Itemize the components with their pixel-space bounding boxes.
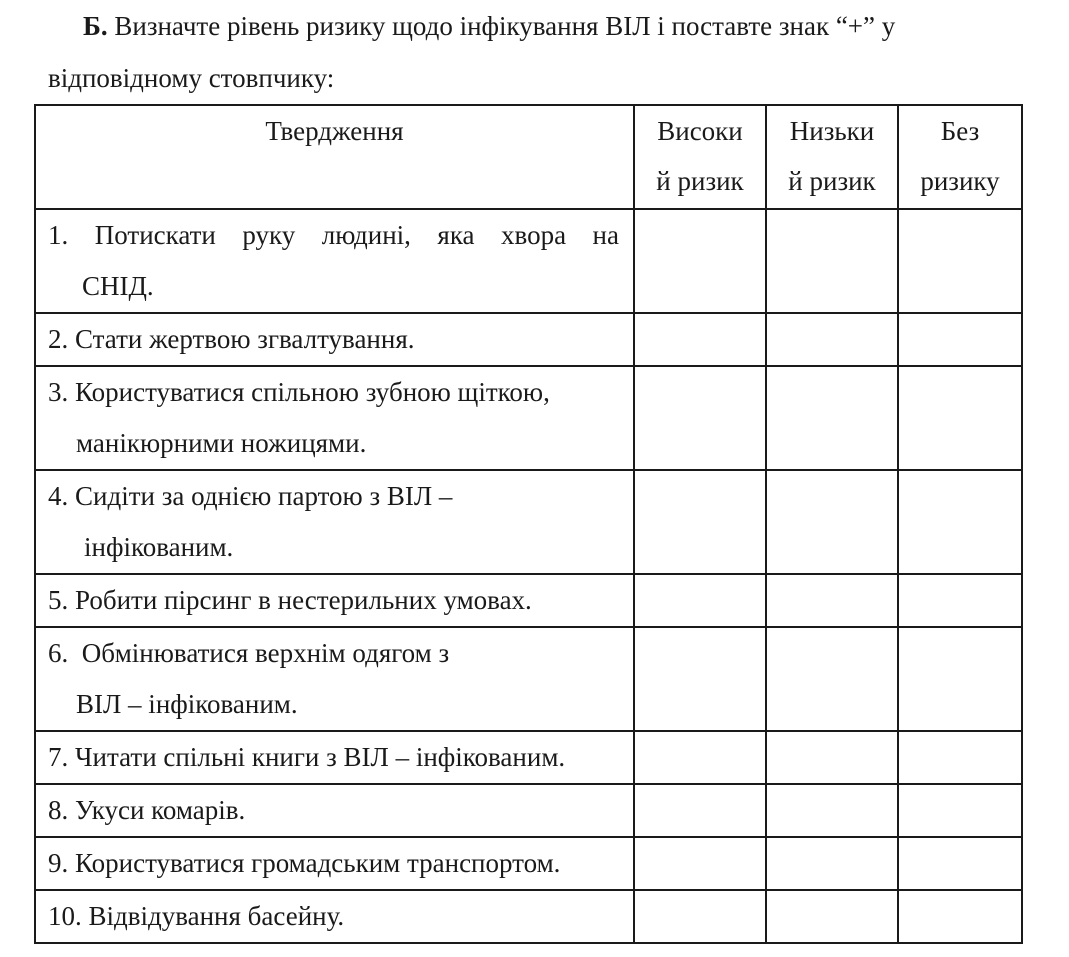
low-risk-cell[interactable] (766, 627, 898, 731)
header-low-risk-line2: й ризик (788, 166, 876, 196)
statement-cell (35, 627, 634, 731)
statement-cell (35, 470, 634, 574)
header-no-risk (898, 105, 1022, 209)
statement-text: 3. Користуватися спільною зубною щіткою, (48, 377, 550, 407)
header-high-risk-line2: й ризик (656, 166, 744, 196)
high-risk-cell[interactable] (634, 574, 766, 627)
no-risk-cell[interactable] (898, 627, 1022, 731)
header-high-risk-line1: Високи (657, 116, 743, 146)
statement-text: 4. Сидіти за однією партою з ВІЛ – (48, 481, 453, 511)
low-risk-cell[interactable] (766, 731, 898, 784)
statement-text-cont: інфікованим. (84, 532, 234, 562)
statement-text: 2. Стати жертвою згвалтування. (48, 324, 415, 354)
statement-text-cont: СНІД. (82, 271, 154, 301)
table-row (35, 731, 1022, 784)
no-risk-cell[interactable] (898, 366, 1022, 470)
table-row (35, 837, 1022, 890)
table-row (35, 366, 1022, 470)
high-risk-cell[interactable] (634, 731, 766, 784)
no-risk-cell[interactable] (898, 209, 1022, 313)
high-risk-cell[interactable] (634, 313, 766, 366)
low-risk-cell[interactable] (766, 209, 898, 313)
statement-cell (35, 209, 634, 313)
statement-text: 6. Обмінюватися верхнім одягом з (48, 638, 450, 668)
low-risk-cell[interactable] (766, 837, 898, 890)
header-high-risk (634, 105, 766, 209)
table-row (35, 574, 1022, 627)
header-low-risk (766, 105, 898, 209)
statement-cell (35, 366, 634, 470)
table-row (35, 784, 1022, 837)
header-no-risk-line1: Без (940, 116, 980, 146)
statement-cell (35, 784, 634, 837)
high-risk-cell[interactable] (634, 366, 766, 470)
task-letter: Б. (83, 11, 108, 41)
statement-text-cont: манікюрними ножицями. (76, 428, 367, 458)
high-risk-cell[interactable] (634, 837, 766, 890)
table-row (35, 470, 1022, 574)
high-risk-cell[interactable] (634, 784, 766, 837)
statement-text-cont: ВІЛ – інфікованим. (76, 689, 298, 719)
table-row (35, 890, 1022, 943)
task-line-2: відповідному стовпчику: (48, 63, 335, 93)
table-row (35, 313, 1022, 366)
low-risk-cell[interactable] (766, 574, 898, 627)
high-risk-cell[interactable] (634, 627, 766, 731)
statement-cell (35, 837, 634, 890)
no-risk-cell[interactable] (898, 784, 1022, 837)
low-risk-cell[interactable] (766, 470, 898, 574)
statement-text: 5. Робити пірсинг в нестерильних умовах. (48, 585, 532, 615)
risk-assessment-table (34, 104, 1023, 944)
task-line-1 (48, 0, 1038, 52)
no-risk-cell[interactable] (898, 837, 1022, 890)
table-row (35, 209, 1022, 313)
statement-text: 8. Укуси комарів. (48, 795, 246, 825)
statement-text: 1. Потискати руку людині, яка хвора на (48, 220, 619, 250)
high-risk-cell[interactable] (634, 470, 766, 574)
header-statement-label: Твердження (265, 116, 404, 146)
statement-cell (35, 313, 634, 366)
low-risk-cell[interactable] (766, 784, 898, 837)
no-risk-cell[interactable] (898, 470, 1022, 574)
header-no-risk-line2: ризику (920, 166, 1000, 196)
statement-cell (35, 731, 634, 784)
task-text-1: Визначте рівень ризику щодо інфікування ВІЛ і поставте знак “+” у (107, 11, 896, 41)
low-risk-cell[interactable] (766, 313, 898, 366)
no-risk-cell[interactable] (898, 574, 1022, 627)
statement-cell (35, 574, 634, 627)
low-risk-cell[interactable] (766, 890, 898, 943)
header-low-risk-line1: Низьки (789, 116, 875, 146)
table-row (35, 627, 1022, 731)
task-instructions (48, 0, 1038, 104)
statement-text: 10. Відвідування басейну. (48, 901, 345, 931)
table-header-row (35, 105, 1022, 209)
header-statement (35, 105, 634, 209)
no-risk-cell[interactable] (898, 890, 1022, 943)
high-risk-cell[interactable] (634, 890, 766, 943)
no-risk-cell[interactable] (898, 313, 1022, 366)
statement-text: 7. Читати спільні книги з ВІЛ – інфікованим. (48, 742, 566, 772)
statement-cell (35, 890, 634, 943)
low-risk-cell[interactable] (766, 366, 898, 470)
no-risk-cell[interactable] (898, 731, 1022, 784)
statement-text: 9. Користуватися громадським транспортом. (48, 848, 561, 878)
high-risk-cell[interactable] (634, 209, 766, 313)
